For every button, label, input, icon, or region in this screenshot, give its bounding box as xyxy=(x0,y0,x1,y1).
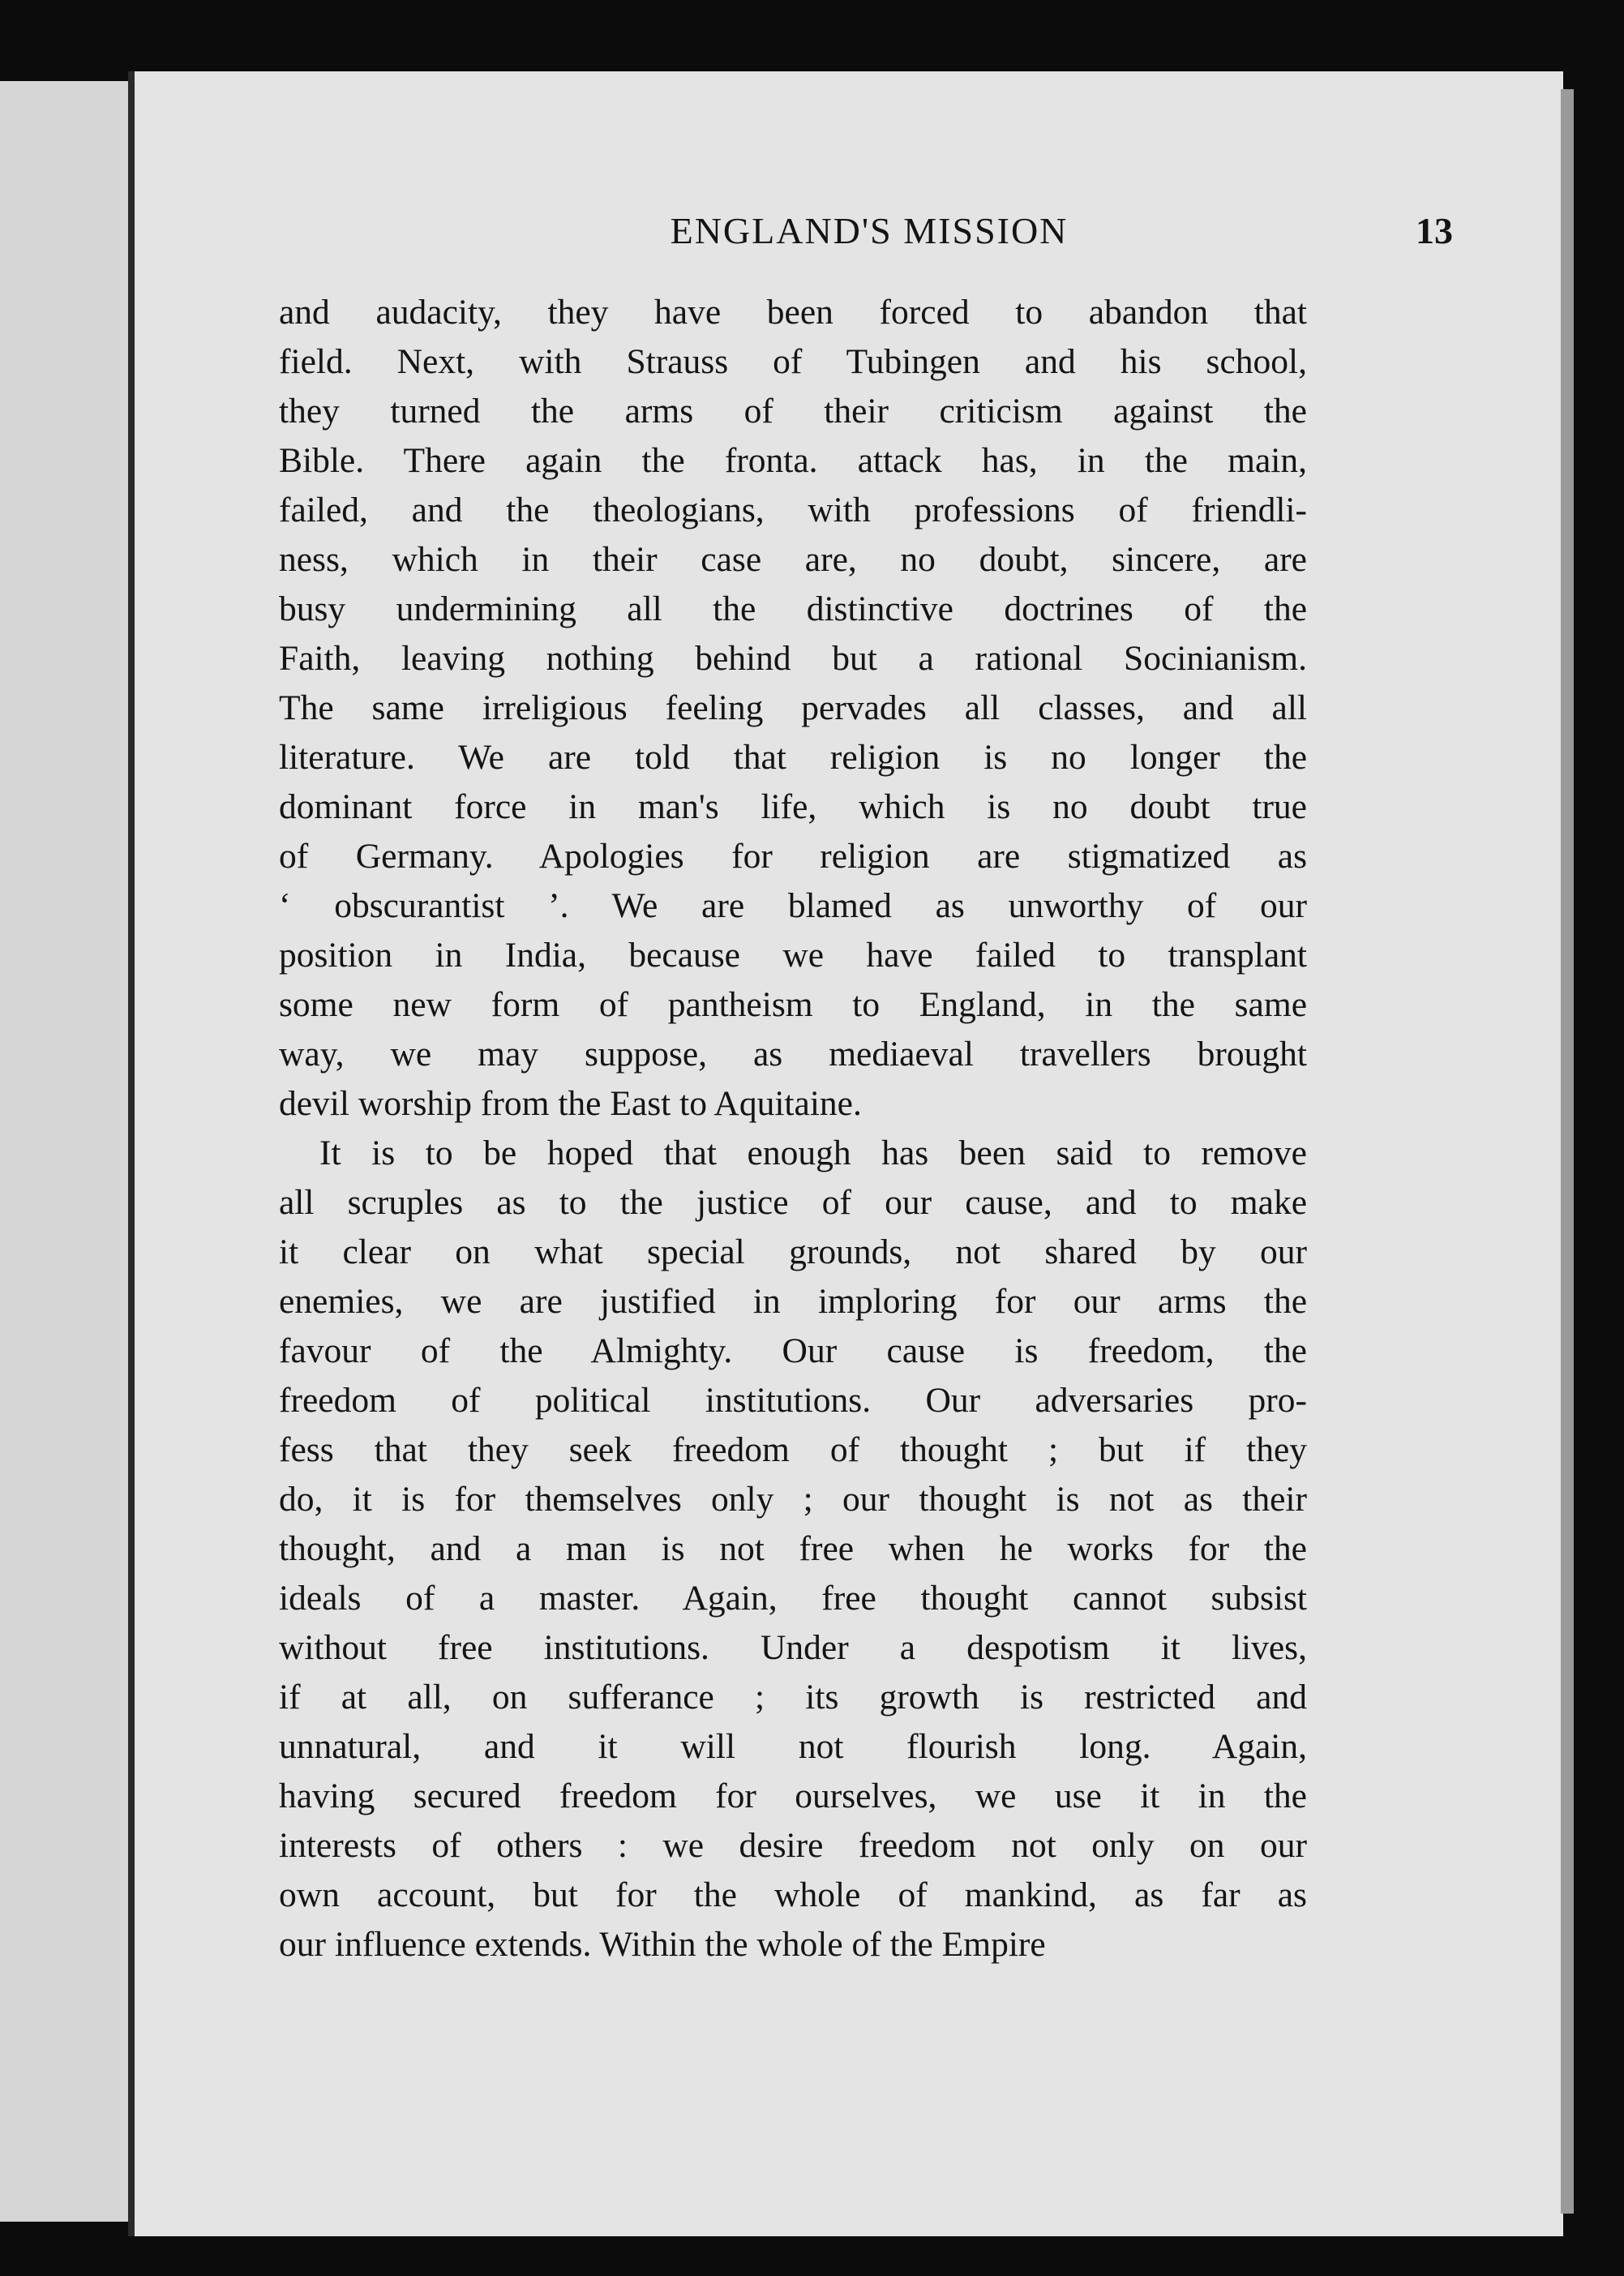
text-line: enemies, we are justified in imploring for our arms the xyxy=(279,1282,1307,1321)
text-line: field. Next, with Strauss of Tubingen and his school, xyxy=(279,342,1307,381)
text-line: and audacity, they have been forced to abandon that xyxy=(279,293,1307,332)
text-line: it clear on what special grounds, not shared by our xyxy=(279,1232,1307,1271)
facing-page-edge xyxy=(0,81,130,2222)
text-line: all scruples as to the justice of our cause, and to make xyxy=(279,1183,1307,1222)
text-line: The same irreligious feeling pervades all classes, and all xyxy=(279,688,1307,727)
text-line: devil worship from the East to Aquitaine. xyxy=(279,1084,862,1123)
paragraph-2 xyxy=(279,1129,1307,1970)
text-line: Faith, leaving nothing behind but a rational Socinianism. xyxy=(279,639,1307,678)
text-line: Bible. There again the fronta. attack has, in the main, xyxy=(279,441,1307,480)
paragraph-1 xyxy=(279,288,1307,1129)
running-head: ENGLAND'S MISSION xyxy=(670,210,1069,251)
text-line: freedom of political institutions. Our adversaries pro- xyxy=(279,1381,1307,1420)
text-line: interests of others : we desire freedom not only on our xyxy=(279,1826,1307,1865)
text-line: ‘ obscurantist ’. We are blamed as unworthy of our xyxy=(279,886,1307,925)
text-line: having secured freedom for ourselves, we use it in the xyxy=(279,1777,1307,1815)
text-line: way, we may suppose, as mediaeval travellers brought xyxy=(279,1035,1307,1074)
text-line: busy undermining all the distinctive doctrines of the xyxy=(279,589,1307,628)
text-line: own account, but for the whole of mankind, as far as xyxy=(279,1875,1307,1914)
text-line: position in India, because we have failed to transplant xyxy=(279,936,1307,975)
text-line: ness, which in their case are, no doubt, sincere, are xyxy=(279,540,1307,579)
body-text xyxy=(279,288,1307,1970)
page-header xyxy=(285,209,1453,266)
text-line: do, it is for themselves only ; our thought is not as their xyxy=(279,1480,1307,1519)
text-line: favour of the Almighty. Our cause is freedom, the xyxy=(279,1331,1307,1370)
text-line: dominant force in man's life, which is no doubt true xyxy=(279,787,1307,826)
text-line: they turned the arms of their criticism against the xyxy=(279,392,1307,431)
text-line: failed, and the theologians, with professions of friendli- xyxy=(279,491,1307,529)
text-line: ideals of a master. Again, free thought cannot subsist xyxy=(279,1579,1307,1618)
text-line: literature. We are told that religion is no longer the xyxy=(279,738,1307,777)
text-line: without free institutions. Under a despotism it lives, xyxy=(279,1628,1307,1667)
page-number: 13 xyxy=(1416,210,1453,251)
text-line: our influence extends. Within the whole of the Empire xyxy=(279,1925,1046,1964)
text-line: of Germany. Apologies for religion are stigmatized as xyxy=(279,837,1307,876)
text-line: unnatural, and it will not flourish long. Again, xyxy=(279,1727,1307,1766)
text-line: thought, and a man is not free when he works for the xyxy=(279,1529,1307,1568)
text-line: It is to be hoped that enough has been said to remove xyxy=(319,1134,1307,1172)
text-line: some new form of pantheism to England, in the same xyxy=(279,985,1307,1024)
text-line: if at all, on sufferance ; its growth is restricted and xyxy=(279,1678,1307,1717)
text-line: fess that they seek freedom of thought ; but if they xyxy=(279,1430,1307,1469)
page-edge-shadow xyxy=(1561,89,1574,2214)
